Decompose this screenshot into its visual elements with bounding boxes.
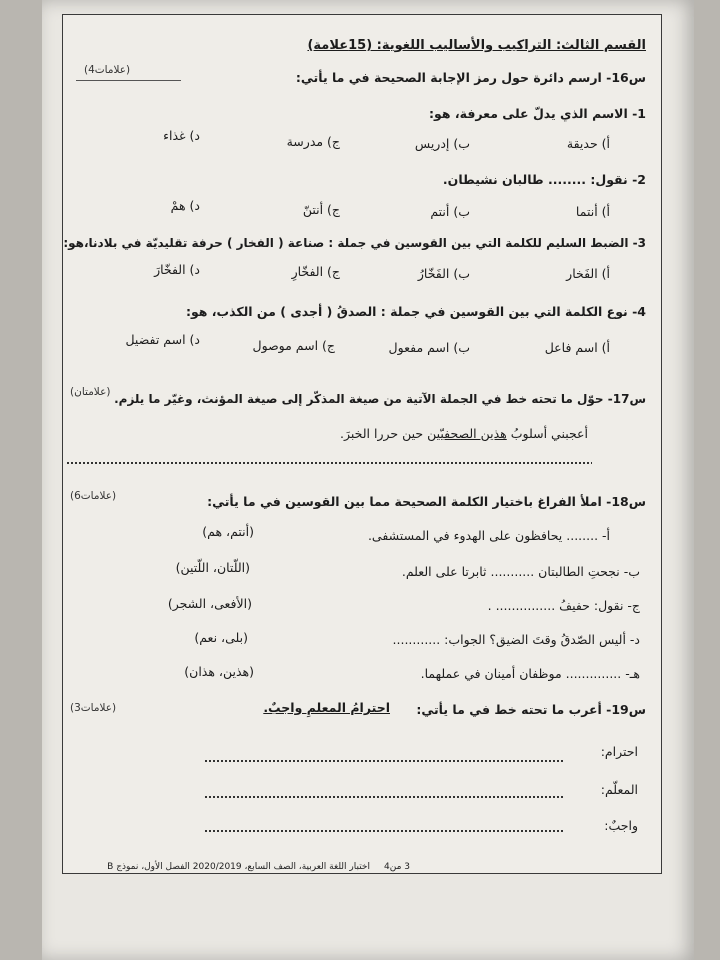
q16-item2-option-c[interactable]: ج) أنتنّ <box>302 202 340 217</box>
q19-line-label-2: المعلّم: <box>600 782 638 797</box>
q16-item1-option-a[interactable]: أ) حديقة <box>566 136 610 151</box>
q16-item3-option-d[interactable]: د) الفخّارَ <box>154 262 200 277</box>
q19-line-label-1: احترام: <box>600 744 638 759</box>
q19-marks: (3علامات) <box>70 702 117 714</box>
q16-item3-stem: 3- الضبط السليم للكلمة التي بين القوسين في جملة : صناعة ( الفخار ) حرفة تقليديّة في بلادنا،هو: <box>63 236 646 250</box>
q17-title: س17- حوّل ما تحته خط في الجملة الآتية من صيغة المذكّر إلى صيغة المؤنث، وغيّر ما يلزم. <box>114 392 646 406</box>
q18-item-e[interactable]: هـ- .............. موظفان أمينان في عملهما. <box>420 666 640 681</box>
q18-item-e-choices: (هذين، هذان) <box>184 664 254 679</box>
q16-item4-option-d[interactable]: د) اسم تفضيل <box>125 332 200 347</box>
q17-sentence <box>340 426 588 441</box>
q16-item2-option-b[interactable]: ب) أنتم <box>430 204 470 219</box>
q18-title: س18- املأ الفراغ باختيار الكلمة الصحيحة مما بين القوسين في ما يأتي: <box>207 494 646 509</box>
q16-item4-option-a[interactable]: أ) اسم فاعل <box>544 340 610 355</box>
q17-sentence-before: أعجبني أسلوبُ <box>506 426 588 441</box>
footer-page-number: 3 من4 <box>383 862 410 872</box>
q18-item-c[interactable]: ج- نقول: حفيفُ ............... . <box>487 598 640 613</box>
q18-item-d[interactable]: د- أليس الصّدقُ وقتَ الضيق؟ الجواب: ............ <box>392 632 640 647</box>
q16-item4-stem: 4- نوع الكلمة التي بين القوسين في جملة : الصدقُ ( أجدى ) من الكذب، هو: <box>185 304 646 319</box>
q18-item-a-choices: (أنتم، هم) <box>202 524 254 539</box>
q16-item2-option-a[interactable]: أ) أنتما <box>575 204 610 219</box>
q16-item3-option-a[interactable]: أ) الفَخار <box>566 266 610 281</box>
q19-answer-line-3[interactable] <box>204 830 564 832</box>
q16-title: س16- ارسم دائرة حول رمز الإجابة الصحيحة في ما يأتي: <box>295 70 646 85</box>
q18-item-b-choices: (اللّتان، اللّتين) <box>175 560 250 575</box>
section-title <box>307 38 646 53</box>
q19-title: س19- أعرب ما تحته خط في ما يأتي: <box>416 702 646 717</box>
q18-item-b[interactable]: ب- نجحتِ الطالبتان ........... ثابرتا على العلم. <box>401 564 640 579</box>
q17-answer-line[interactable] <box>66 462 592 464</box>
q18-item-a[interactable]: أ- ........ يحافظون على الهدوء في المستشفى. <box>367 528 610 543</box>
q16-item4-option-b[interactable]: ب) اسم مفعول <box>388 340 470 355</box>
q16-item4-option-c[interactable]: ج) اسم موصول <box>252 338 335 353</box>
q16-item1-option-d[interactable]: د) غذاء <box>163 128 200 143</box>
q16-item1-stem: 1- الاسم الذي يدلّ على معرفة، هو: <box>429 106 646 121</box>
q18-marks: (6علامات) <box>70 490 117 502</box>
q16-marks: (4علامات) <box>84 64 131 76</box>
q19-line-label-3: واجبٌ: <box>604 818 638 833</box>
q18-item-c-choices: (الأفعى، الشجر) <box>167 596 252 611</box>
q19-answer-line-1[interactable] <box>204 760 564 762</box>
q17-marks: (علامتان) <box>70 386 111 398</box>
q16-item3-option-c[interactable]: ج) الفخّارِ <box>291 264 340 279</box>
q16-marks-underline <box>76 80 181 81</box>
q18-item-d-choices: (بلى، نعم) <box>194 630 248 645</box>
q19-sentence: احترامُ المعلمِ واجبٌ. <box>263 700 390 715</box>
footer-exam-info: اختبار اللغة العربية، الصف السابع، 2020/2019 الفصل الأول، نموذج B <box>107 862 370 872</box>
q17-sentence-underlined: هذين الصحفيّين <box>427 426 507 441</box>
q16-item2-option-d[interactable]: د) همْ <box>170 198 200 213</box>
q17-sentence-after: حين حررا الخبرَ. <box>340 426 428 441</box>
q19-answer-line-2[interactable] <box>204 796 564 798</box>
section-title-text: القسم الثالث: التراكيب والأساليب اللغوية: (15علامة) <box>307 38 646 53</box>
q16-item1-option-c[interactable]: ج) مدرسة <box>286 134 340 149</box>
q16-item3-option-b[interactable]: ب) الفَخّارُ <box>417 266 470 281</box>
q16-item1-option-b[interactable]: ب) إدريس <box>414 136 470 151</box>
q16-item2-stem: 2- نقول: ........ طالبان نشيطان. <box>442 172 646 187</box>
